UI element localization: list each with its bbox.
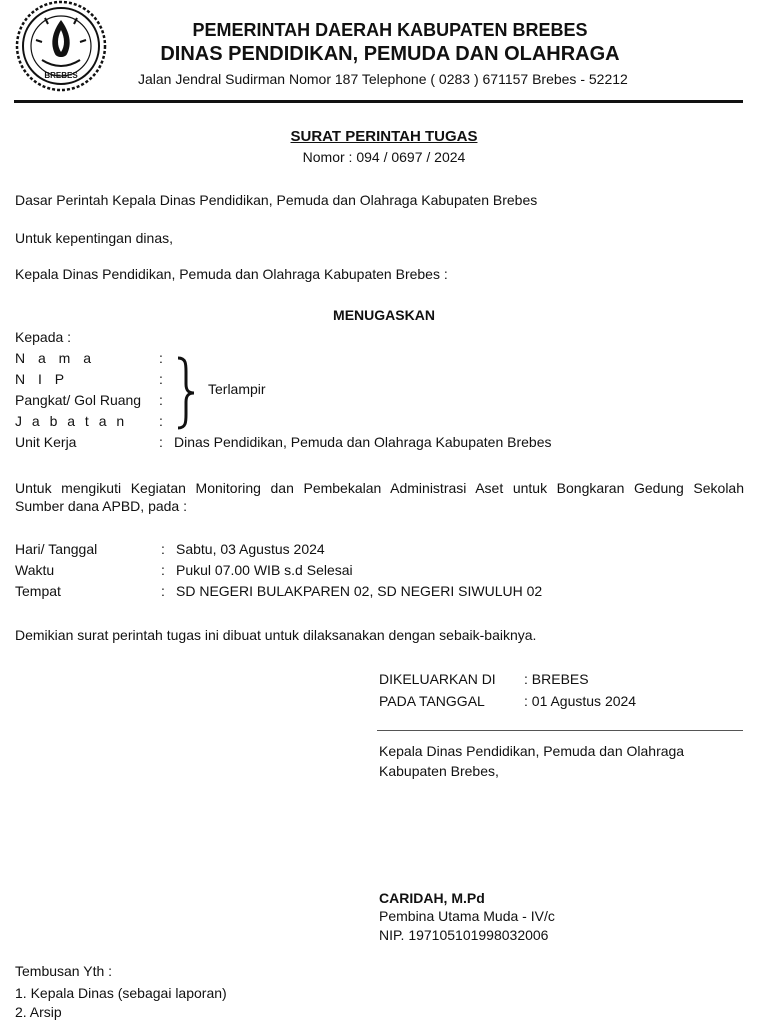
cc-item: 2. Arsip — [15, 1004, 62, 1020]
cc-item: 1. Kepala Dinas (sebagai laporan) — [15, 985, 227, 1001]
issued-place-value: : BREBES — [524, 671, 589, 687]
signatory-role: Kepala Dinas Pendidikan, Pemuda dan Olahraga — [379, 743, 685, 759]
colon: : — [161, 583, 165, 599]
work-unit-value: Dinas Pendidikan, Pemuda dan Olahraga Kabupaten Brebes — [174, 434, 552, 450]
issued-place-label: DIKELUARKAN DI — [379, 671, 496, 687]
header-government: PEMERINTAH DAERAH KABUPATEN BREBES — [192, 20, 588, 40]
date-label: Hari/ Tanggal — [15, 541, 98, 557]
recipient-label: Kepada : — [15, 329, 72, 345]
attached-note: Terlampir — [208, 381, 266, 397]
curly-brace — [172, 356, 202, 430]
head-of-agency-statement: Kepala Dinas Pendidikan, Pemuda dan Olahraga Kabupaten Brebes : — [15, 266, 448, 282]
letterhead-divider — [14, 100, 743, 103]
basis-statement: Dasar Perintah Kepala Dinas Pendidikan, Pemuda dan Olahraga Kabupaten Brebes — [15, 192, 538, 208]
place-label: Tempat — [15, 583, 61, 599]
colon: : — [159, 371, 163, 387]
signatory-rank: Pembina Utama Muda - IV/c — [379, 908, 555, 924]
closing-statement: Demikian surat perintah tugas ini dibuat untuk dilaksanakan dengan sebaik-baiknya. — [15, 627, 537, 643]
nip-label: N I P — [15, 371, 69, 387]
rank-label: Pangkat/ Gol Ruang — [15, 392, 142, 408]
assignment-heading: MENUGASKAN — [333, 307, 435, 323]
colon: : — [161, 562, 165, 578]
signatory-nip: NIP. 197105101998032006 — [379, 927, 549, 943]
signatory-region: Kabupaten Brebes, — [379, 763, 499, 779]
colon: : — [159, 350, 163, 366]
issued-date-value: : 01 Agustus 2024 — [524, 693, 637, 709]
colon: : — [161, 541, 165, 557]
place-value: SD NEGERI BULAKPAREN 02, SD NEGERI SIWULUH 02 — [176, 583, 543, 599]
regency-emblem-logo — [12, 0, 110, 96]
funding-source: Sumber dana APBD, pada : — [15, 498, 187, 514]
time-value: Pukul 07.00 WIB s.d Selesai — [176, 562, 353, 578]
cc-heading: Tembusan Yth : — [15, 963, 113, 979]
work-unit-label: Unit Kerja — [15, 434, 77, 450]
colon: : — [159, 413, 163, 429]
colon: : — [159, 392, 163, 408]
time-label: Waktu — [15, 562, 55, 578]
position-label: J a b a t a n — [15, 413, 128, 429]
logo-text: BREBES — [44, 71, 78, 80]
header-agency: DINAS PENDIDIKAN, PEMUDA DAN OLAHRAGA — [160, 43, 620, 65]
activity-description: Untuk mengikuti Kegiatan Monitoring dan Pembekalan Administrasi Aset untuk Bongkaran Gedung Sekolah — [15, 480, 744, 496]
signatory-name: CARIDAH, M.Pd — [379, 890, 485, 906]
purpose-statement: Untuk kepentingan dinas, — [15, 230, 173, 246]
date-value: Sabtu, 03 Agustus 2024 — [176, 541, 325, 557]
name-label: N a m a — [15, 350, 96, 366]
document-number: Nomor : 094 / 0697 / 2024 — [302, 149, 466, 165]
header-address: Jalan Jendral Sudirman Nomor 187 Telephone ( 0283 ) 671157 Brebes - 52212 — [138, 71, 628, 87]
signature-divider — [377, 730, 743, 731]
colon: : — [159, 434, 163, 450]
document-title: SURAT PERINTAH TUGAS — [290, 128, 478, 145]
issued-date-label: PADA TANGGAL — [379, 693, 485, 709]
